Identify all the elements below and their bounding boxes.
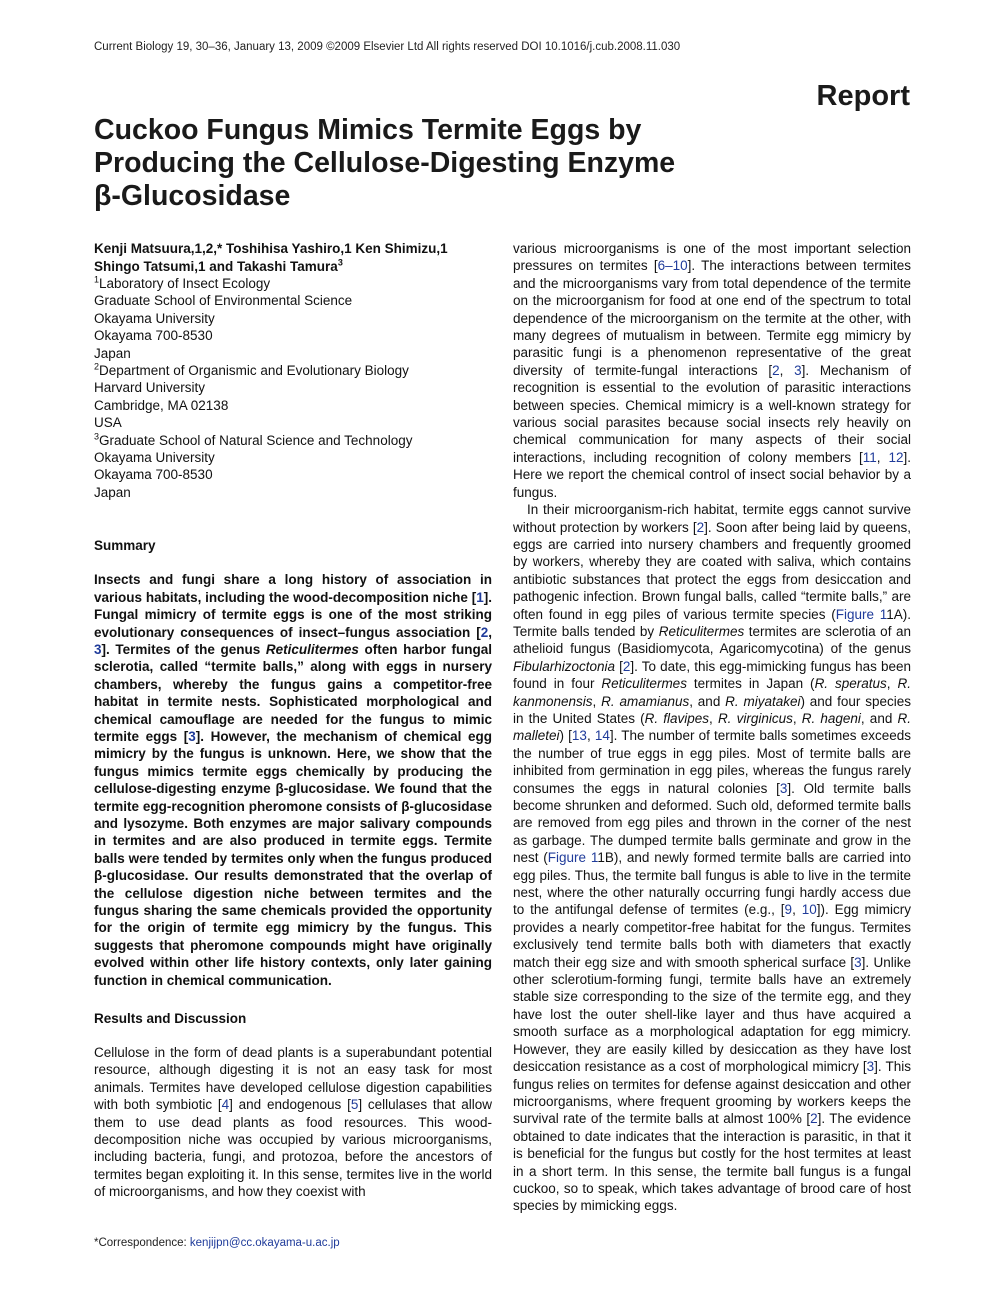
affiliation-line: Japan [94, 484, 131, 500]
affiliation-line: Harvard University [94, 380, 206, 396]
citation-link[interactable]: 1 [476, 589, 484, 605]
citation-link[interactable]: 9 [784, 902, 793, 918]
citation-link[interactable]: 12 [888, 449, 904, 465]
affiliation-list [94, 275, 492, 501]
summary-text: Insects and fungi share a long history of association in various habitats, including the wood-decomposition niche [1]. Fungal mimicry of termite eggs is one of the most striking evolutionary consequences of insect–fungus association [2, 3]. Termites of the genus Reticulitermes often harbor fungal sclerotia, called “termite balls,” along with eggs in nursery chambers, whereby the fungus gains a competitor-free habitat in termite nests. Sophisticated morphological and chemical camouflage are needed for the fungus to mimic termite eggs [3]. However, the mechanism of chemical egg mimicry by the fungus is unknown. Here, we show that the fungus mimics termite eggs chemically by producing the cellulose-digesting enzyme β-glucosidase. We found that the termite egg-recognition pheromone consists of β-glucosidase and lysozyme. Both enzymes are major salivary compounds in termites and are also produced in termite eggs. Termite balls were tended by termites only when the fungus produced β-glucosidase. Our results demonstrated that the overlap of the cellulose digestion niche between termites and the fungus sharing the same chemicals provided the opportunity for the origin of termite egg mimicry by the fungus. This suggests that pheromone compounds might have originally evolved within other life history contexts, only later gaining function in chemical communication. [94, 572, 493, 988]
citation-link[interactable]: 3 [866, 1059, 875, 1075]
author-list [94, 240, 492, 275]
author-line: Shingo Tatsumi,1 and Takashi Tamura$^3$ [94, 257, 343, 274]
correspondence-email-link[interactable]: kenjijpn@cc.okayama-u.ac.jp [189, 1237, 340, 1249]
citation-link[interactable]: 3 [794, 362, 802, 378]
summary-heading: Summary [94, 538, 156, 554]
correspondence-footnote [94, 1237, 340, 1249]
citation-header: Current Biology 19, 30–36, January 13, 2009 ©2009 Elsevier Ltd All rights reserved DOI 10.1016/j.cub.2008.11.030 [94, 41, 681, 53]
citation-link[interactable]: 6–10 [657, 258, 688, 274]
body-paragraph: various microorganisms is one of the most important selection pressures on termites [6–10]. The interactions between termites and the microorganisms vary from total dependence of the termite on the microorganism for food at one end of the spectrum to total dependence of the microorganism on the termite at the other, with many degrees of mutualism in between. Termite egg mimicry by parasitic fungi is a phenomenon representative of the great diversity of termite-fungal interactions [2, 3]. Mechanism of recognition is essential to the evolution of parasitic interactions between species. Chemical mimicry is a well-known strategy for various social parasites because social insects rely heavily on chemical communication for many aspects of their social interactions, including recognition of colony members [11, 12]. Here we report the chemical control of insect social behavior by a fungus. [513, 241, 911, 500]
citation-link[interactable]: 2 [772, 362, 780, 378]
results-paragraph: Cellulose in the form of dead plants is a superabundant potential resource, although digesting it is not an easy task for most animals. Termites have developed cellulose digestion capabilities with both symbiotic [4] and endogenous [5] cellulases that allow them to use dead plants as food resources. This wood-decomposition niche was occupied by various microorganisms, including bacteria, fungi, and protozoa, before the ancestors of termites began exploiting it. In this sense, termites live in the world of microorganisms, and how they coexist with [94, 1045, 492, 1200]
citation-link[interactable]: 2 [810, 1111, 818, 1127]
citation-link[interactable]: 11 [862, 449, 877, 465]
affiliation-line: Graduate School of Environmental Science [94, 293, 353, 309]
right-column [513, 240, 911, 1215]
affiliation-line: $^3$Graduate School of Natural Science and Technology [94, 431, 413, 448]
citation-link[interactable]: 10 [801, 902, 817, 918]
citation-link[interactable]: 13 [571, 728, 587, 744]
results-heading: Results and Discussion [94, 1011, 247, 1027]
affiliation-line: $^2$Department of Organismic and Evolutionary Biology [94, 361, 409, 379]
affiliation-line: USA [94, 415, 122, 431]
citation-link[interactable]: 2 [622, 658, 631, 674]
article-title: Cuckoo Fungus Mimics Termite Eggs by Producing the Cellulose-Digesting Enzyme β-Glucosidase [94, 114, 676, 212]
citation-link[interactable]: 3 [854, 954, 862, 970]
affiliation-line: Okayama University [94, 450, 215, 466]
affiliation-line: Okayama 700-8530 [94, 328, 213, 344]
affiliation-line: Japan [94, 345, 131, 361]
figure-link[interactable]: Figure 1 [835, 606, 887, 622]
figure-link[interactable]: Figure 1 [547, 850, 598, 866]
citation-link[interactable]: 2 [696, 519, 705, 535]
body-paragraph: In their microorganism-rich habitat, termite eggs cannot survive without protection by workers [2]. Soon after being laid by queens, eggs are carried into nursery chambers and frequently groomed by workers, whereby they are coated with saliva, which contains antibiotic substances that protect the eggs from desiccation and pathogenic infection. Brown fungal balls, called “termite balls,” are often found in egg piles of various termite species (Figure 11A). Termite balls tended by Reticulitermes termites are sclerotia of an athelioid fungus (Basidiomycota, Agaricomycotina) of the genus Fibularhizoctonia [2]. To date, this egg-mimicking fungus has been found in four Reticulitermes termites in Japan (R. speratus, R. kanmonensis, R. amamianus, and R. miyatakei) and four species in the United States (R. flavipes, R. virginicus, R. hageni, and R. malletei) [13, 14]. The number of termite balls sometimes exceeds the number of true eggs in egg piles. Most of termite balls are inhibited from germination in egg piles, whereas the fungus rarely consumes the eggs in natural colonies [3]. Old termite balls become shrunken and deformed. Such old, deformed termite balls are removed from egg piles and thrown in the corner of the nest as garbage. The dumped termite balls germinate and grow in the nest (Figure 11B), and newly formed termite balls are carried into egg piles. Thus, the termite ball fungus is able to live in the termite nest, where the other naturally occurring fungi hardly access due to the antifungal defense of termites (e.g., [9, 10]). Egg mimicry provides a nearly competitor-free habitat for the fungus. Termites exclusively tend termite balls both with diameters that exactly match their egg size and with smooth spherical surface [3]. Unlike other sclerotium-forming fungi, termite balls have an extremely stable size corresponding to the size of the termite egg, and they have lost the outer shell-like layer and thus have acquired a smooth surface as a morphological adaptation for egg mimicry. However, they are easily killed by desiccation as they have lost desiccation resistance as a cost of morphological mimicry [3]. This fungus relies on termites for defense against desiccation and other microorganisms, where frequent grooming by workers keeps the survival rate of the termite balls at almost 100% [2]. The evidence obtained to date indicates that the interaction is parasitic, in that it is beneficial for the fungus but costly for the host termites at least in a short term. In this sense, the termite ball fungus is a fungal cuckoo, so to speak, which takes advantage of brood care of host species by mimicking eggs. [513, 502, 911, 1214]
correspondence-label: *Correspondence: [94, 1237, 190, 1249]
citation-link[interactable]: 5 [350, 1097, 359, 1113]
left-column [94, 240, 492, 1201]
citation-link[interactable]: 3 [779, 780, 788, 796]
citation-link[interactable]: 4 [221, 1097, 230, 1113]
citation-link[interactable]: 3 [94, 641, 102, 657]
citation-link[interactable]: 3 [188, 728, 196, 744]
citation-link[interactable]: 2 [480, 624, 489, 640]
author-line: Kenji Matsuura,1,2,* Toshihisa Yashiro,1 Ken Shimizu,1 [94, 241, 448, 256]
affiliation-line: Okayama University [94, 310, 215, 326]
article-type-label: Report [816, 80, 910, 112]
affiliation-line: Okayama 700-8530 [94, 467, 213, 483]
affiliation-line: Cambridge, MA 02138 [94, 397, 229, 413]
affiliation-line: $^1$Laboratory of Insect Ecology [94, 274, 271, 291]
citation-link[interactable]: 14 [594, 728, 610, 744]
